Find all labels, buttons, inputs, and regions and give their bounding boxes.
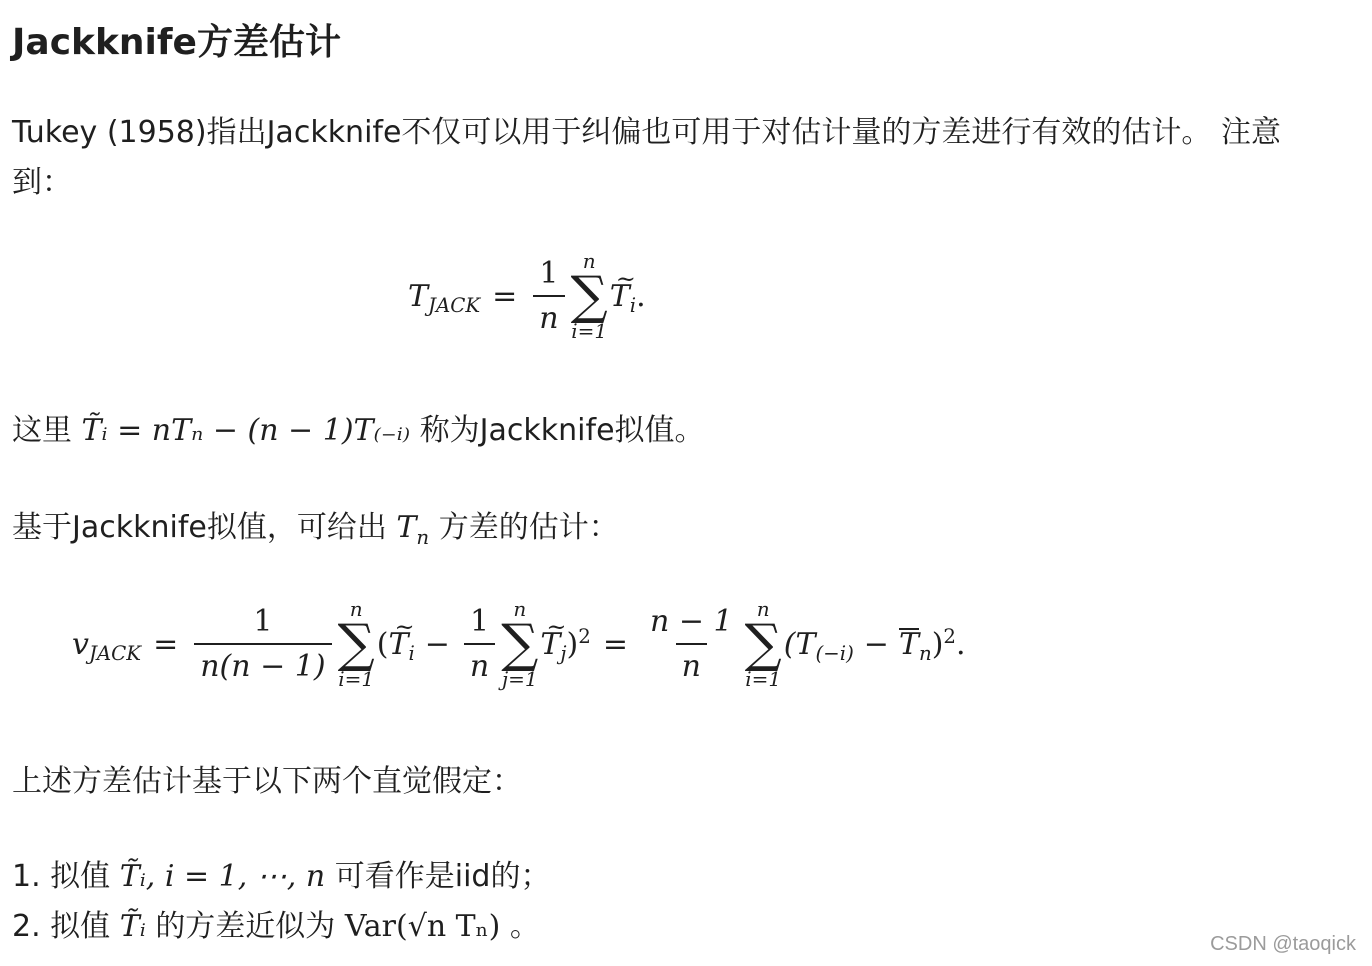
eq2-lhs: $v_{JACK}$ [72, 626, 142, 666]
eq2-end: . [956, 626, 966, 662]
equation-t-jack [408, 250, 646, 342]
eq2-fraction-2: $\frac{1}{n}$ [464, 604, 495, 684]
intro-paragraph [12, 108, 1362, 208]
para3-math: $T_n$ [396, 510, 430, 549]
para3-suffix: 方差的估计： [438, 510, 619, 545]
eq2-tbar: $T_n$ [898, 626, 932, 666]
page-title: Jackknife方差估计 [12, 22, 341, 63]
eq1-fraction: $\frac{1}{n}$ [533, 256, 564, 336]
list-item-1-math: T̃ᵢ, i = 1, ⋯, n [119, 859, 326, 894]
eq2-sum-i: n ∑ i=1 [337, 597, 375, 691]
para2-prefix: 这里 [12, 413, 72, 448]
list-item: 1. 拟值 T̃ᵢ, i = 1, ⋯, n 可看作是iid的； [12, 859, 551, 894]
eq2-ti: ~ $T_i$ [388, 627, 414, 662]
intro-line-2: 到： [12, 165, 72, 200]
eq1-term: ~ $T_i$ [610, 279, 636, 314]
eq2-equals-1: = [153, 626, 179, 662]
pseudo-value-paragraph [12, 406, 705, 456]
eq1-equals: = [492, 278, 518, 314]
eq1-sum: n ∑ i=1 [570, 249, 608, 343]
list-item-2-math: T̃ᵢ [119, 909, 146, 944]
para2-math: T̃ᵢ = nTₙ − (n − 1)T₍₋ᵢ₎ [81, 413, 411, 448]
eq2-t-minus-i: ($T_{(-i)}$ [783, 626, 854, 666]
eq2-minus-1: − [424, 626, 450, 662]
eq2-fraction-1: $\frac{1}{n(n - 1)}$ [194, 604, 331, 684]
eq2-sum-j: n ∑ j=1 [501, 597, 539, 691]
list-item: 2. 拟值 T̃ᵢ 的方差近似为 Var(√n Tₙ) 。 [12, 909, 540, 944]
watermark: CSDN @taoqick [1210, 933, 1356, 955]
eq2-equals-2: = [602, 626, 628, 662]
assumption-list [12, 852, 550, 952]
intro-line-1: Tukey (1958)指出Jackknife不仅可以用于纠偏也可用于对估计量的方差进行有效的估计。 注意 [12, 115, 1281, 150]
assumptions-heading: 上述方差估计基于以下两个直觉假定： [12, 764, 522, 799]
eq2-minus-2: − [863, 626, 889, 662]
eq1-end: . [636, 278, 646, 314]
equation-v-jack [72, 598, 966, 690]
eq1-lhs: $T_{JACK}$ [408, 278, 481, 318]
eq2-tj: ~ $T_j$ [540, 627, 566, 662]
list-item-2-var: Var(√n Tₙ) [344, 909, 501, 944]
eq2-open-paren: ( [376, 626, 389, 662]
eq2-square-1: )$^2$ [566, 624, 591, 662]
para2-suffix: 称为Jackknife拟值。 [419, 413, 705, 448]
eq2-fraction-3: $\frac{n - 1}{n}$ [649, 604, 733, 684]
para3-prefix: 基于Jackknife拟值，可给出 [12, 510, 387, 545]
eq2-sum-i-2: n ∑ i=1 [744, 597, 782, 691]
eq2-square-2: )$^2$ [931, 624, 957, 662]
variance-intro-paragraph [12, 503, 619, 556]
